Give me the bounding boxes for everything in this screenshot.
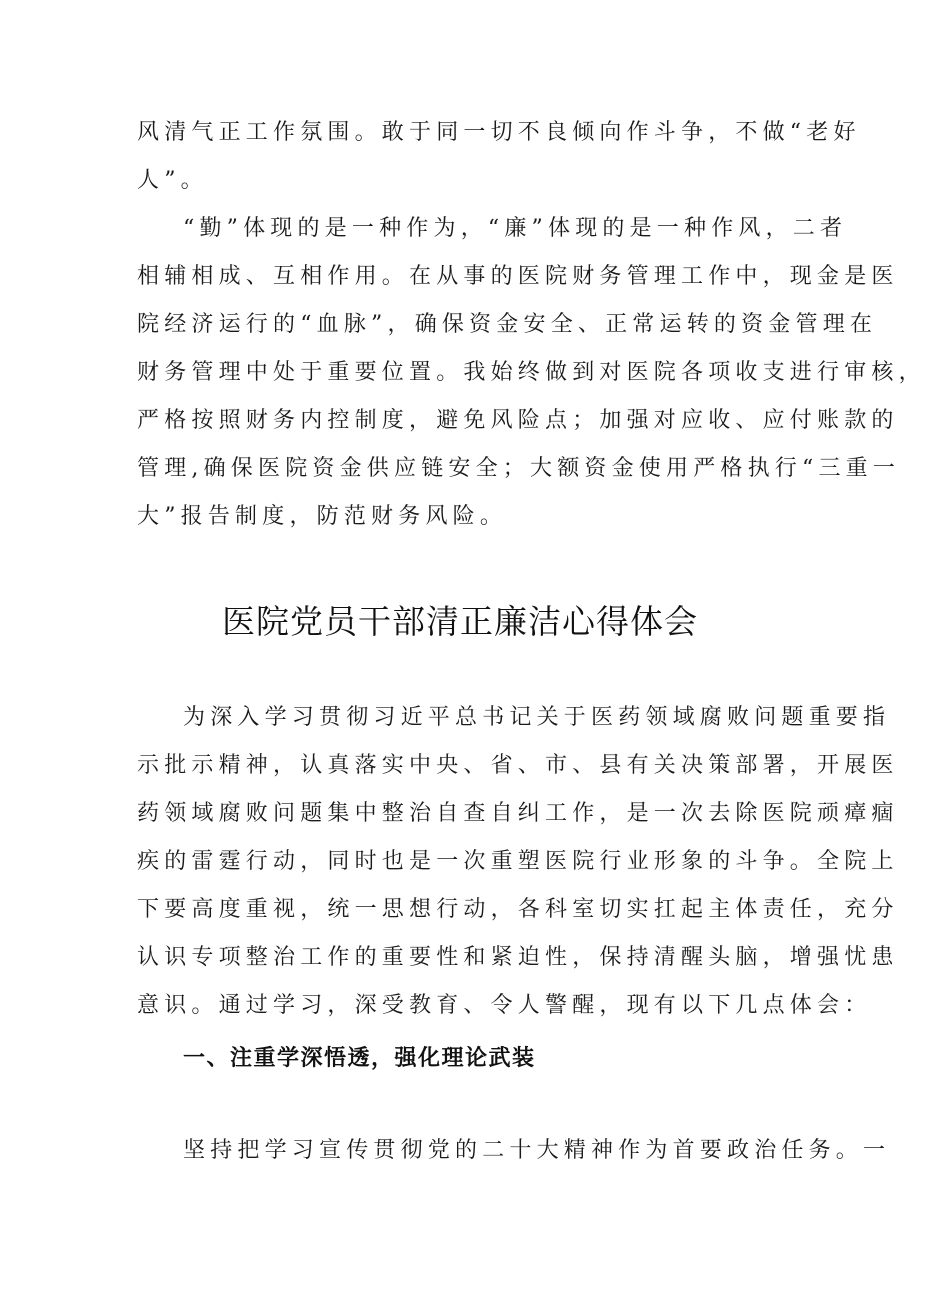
text-line: 风清气正工作氛围。敢于同一切不良倾向作斗争，不做“老好	[137, 120, 861, 145]
article-title: 医院党员干部清正廉洁心得体会	[222, 602, 698, 641]
text-line: 认识专项整治工作的重要性和紧迫性，保持清醒头脑，增强忧患	[137, 945, 899, 970]
text-line: 财务管理中处于重要位置。我始终做到对医院各项收支进行审核，	[137, 360, 926, 385]
text-line: “勤”体现的是一种作为，“廉”体现的是一种作风，二者	[183, 216, 848, 241]
text-line: 疾的雷霆行动，同时也是一次重塑医院行业形象的斗争。全院上	[137, 849, 899, 874]
text-line: 下要高度重视，统一思想行动，各科室切实扛起主体责任，充分	[137, 897, 899, 922]
text-line: 示批示精神，认真落实中央、省、市、县有关决策部署，开展医	[137, 753, 899, 778]
section-heading: 一、注重学深悟透，强化理论武装	[183, 1046, 536, 1071]
text-line: 相辅相成、互相作用。在从事的医院财务管理工作中，现金是医	[137, 264, 899, 289]
text-line: 意识。通过学习，深受教育、令人警醒，现有以下几点体会：	[137, 993, 872, 1018]
text-line: 大”报告制度，防范财务风险。	[137, 504, 508, 529]
text-line: 坚持把学习宣传贯彻党的二十大精神作为首要政治任务。一	[183, 1138, 891, 1163]
text-line: 人”。	[137, 168, 208, 193]
text-line: 药领域腐败问题集中整治自查自纠工作，是一次去除医院顽瘴痼	[137, 801, 899, 826]
text-line: 严格按照财务内控制度，避免风险点；加强对应收、应付账款的	[137, 408, 899, 433]
text-line: 管理,确保医院资金供应链安全；大额资金使用严格执行“三重一	[137, 456, 901, 481]
text-line: 院经济运行的“血脉”，确保资金安全、正常运转的资金管理在	[137, 312, 878, 337]
text-line: 为深入学习贯彻习近平总书记关于医药领域腐败问题重要指	[183, 705, 891, 730]
